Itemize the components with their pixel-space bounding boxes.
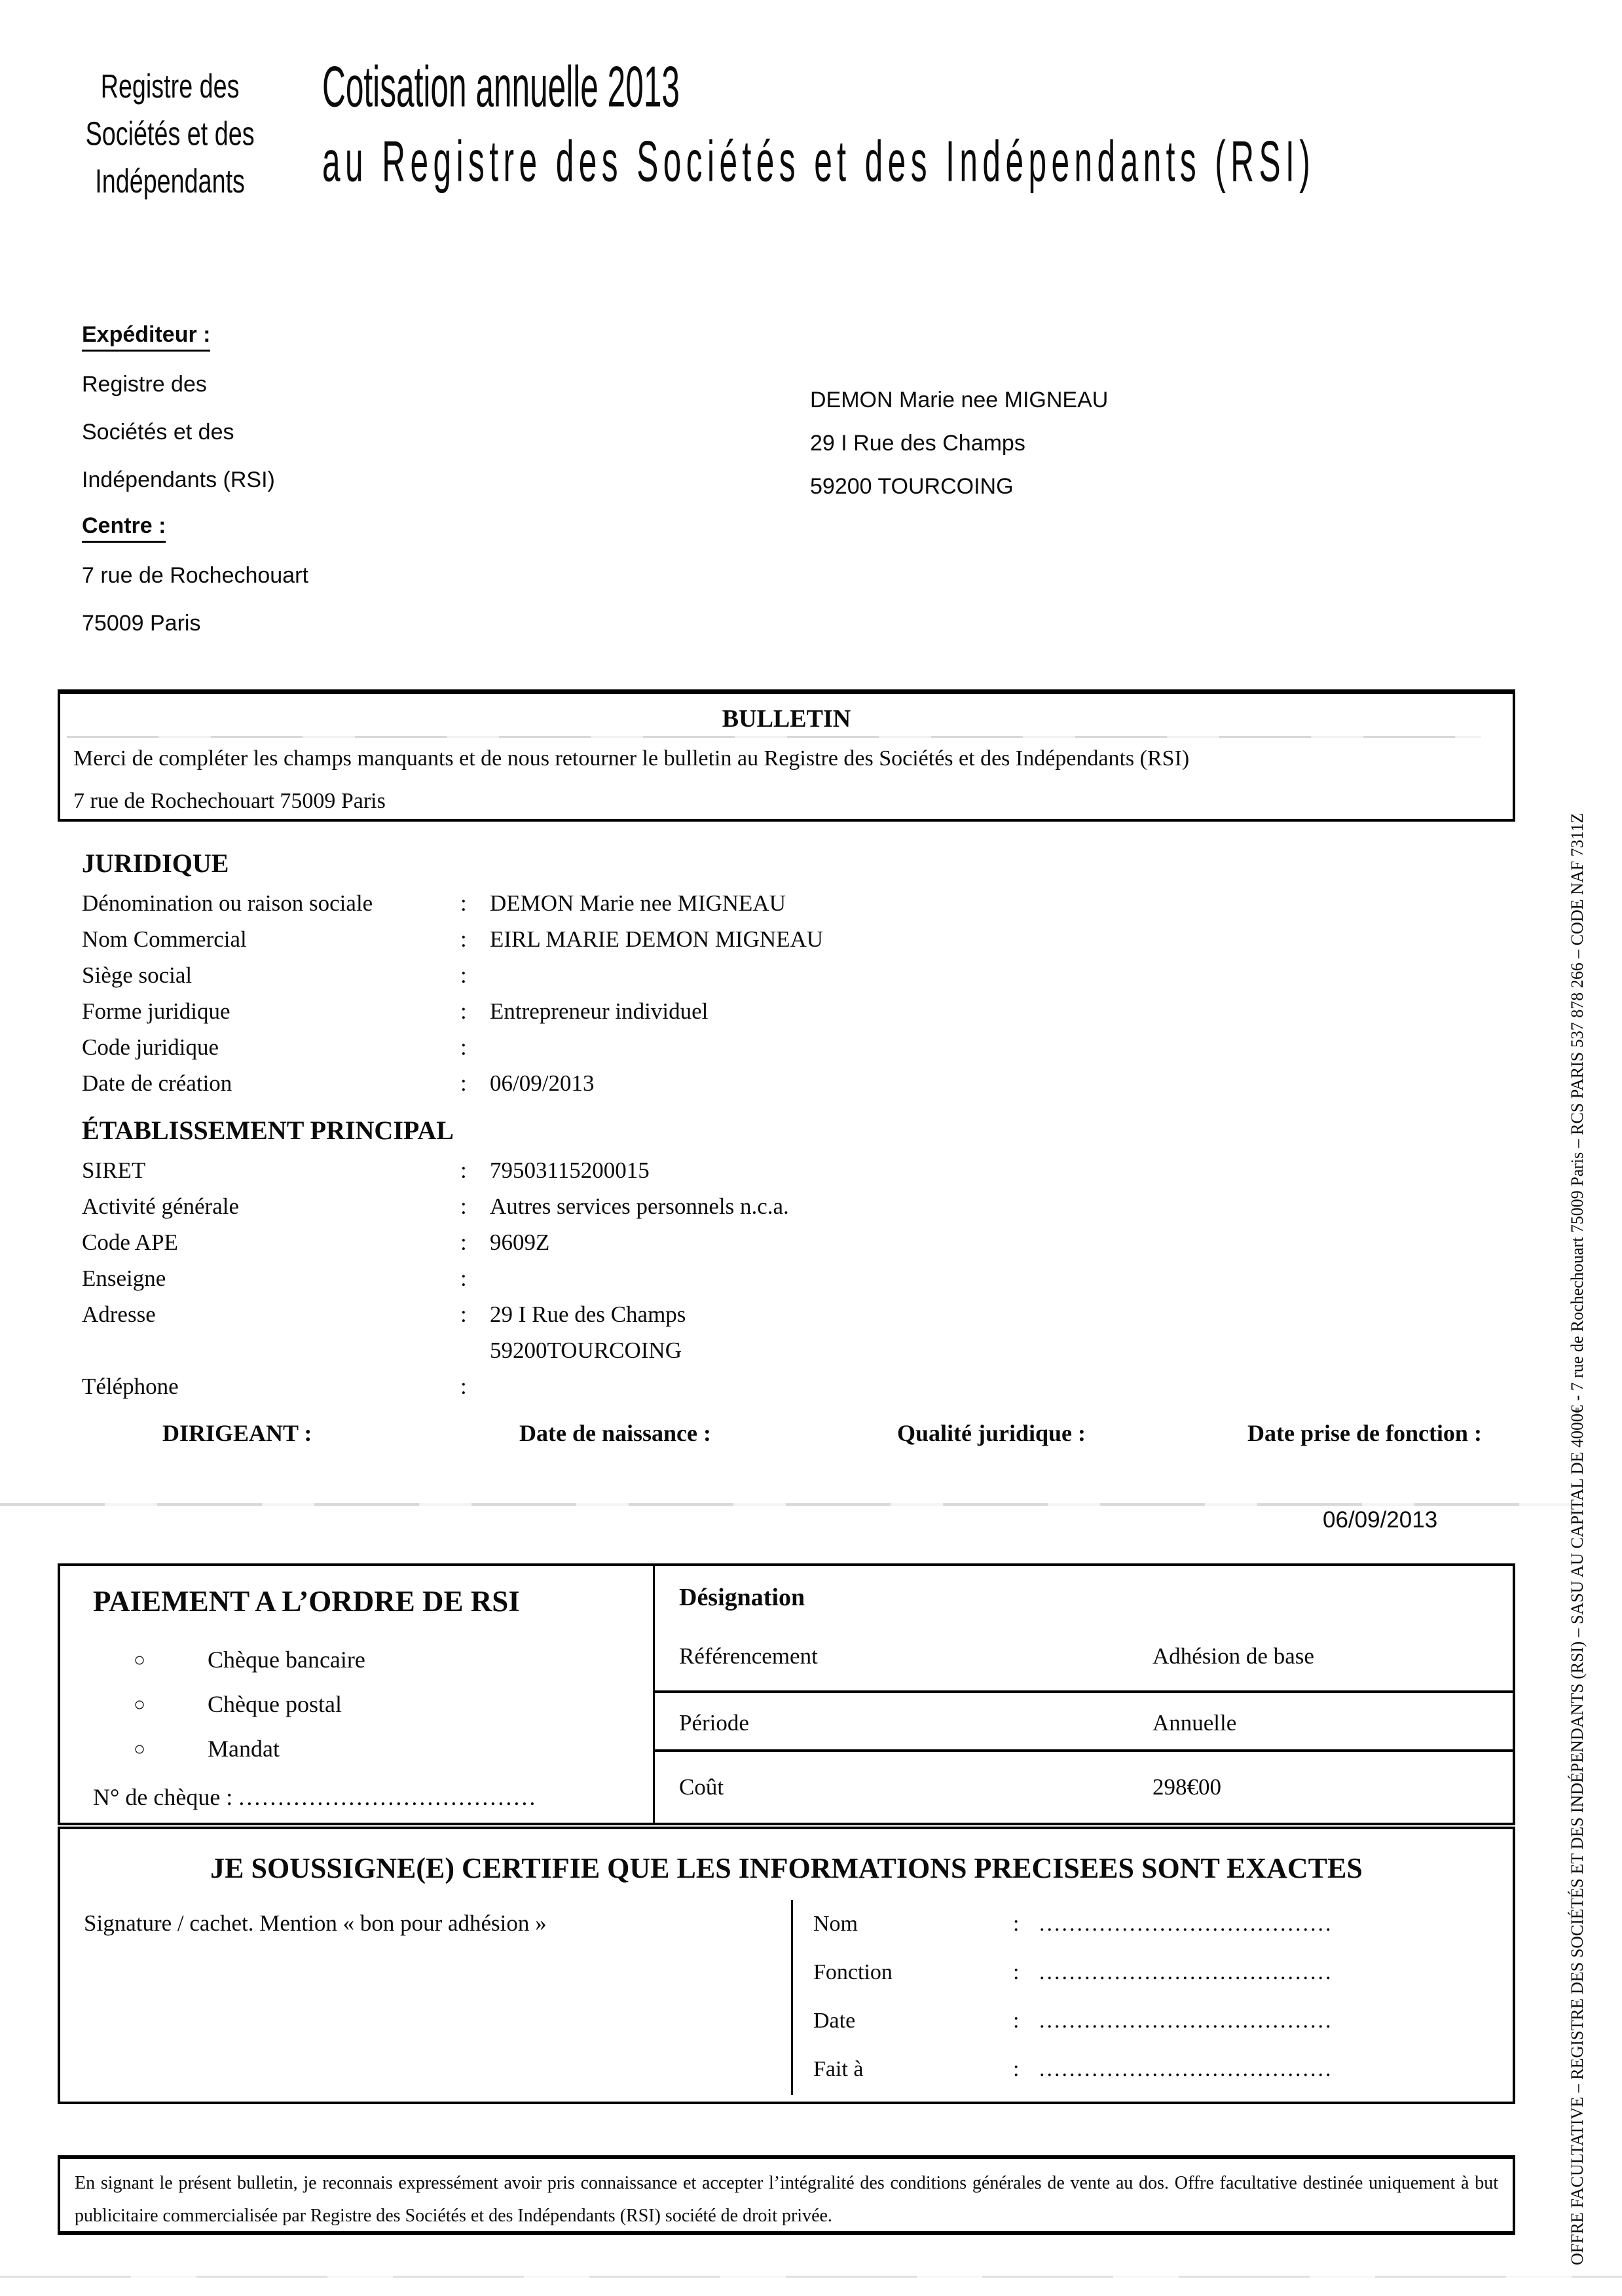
designation-row-label: Coût xyxy=(679,1774,724,1800)
centre-label: Centre : xyxy=(82,513,166,543)
sender-org-line: Indépendants (RSI) xyxy=(82,467,275,492)
section-title-juridique: JURIDIQUE xyxy=(82,848,229,878)
dirigeant-label: DIRIGEANT : xyxy=(162,1420,312,1446)
field-label: Siège social xyxy=(82,962,193,988)
certification-field-row xyxy=(813,2009,1333,2033)
bulletin-address: 7 rue de Rochechouart 75009 Paris xyxy=(73,789,386,813)
payment-option-label: Chèque postal xyxy=(208,1691,342,1717)
field-label: Téléphone xyxy=(82,1373,179,1399)
field-label: Dénomination ou raison sociale xyxy=(82,890,373,916)
payment-option-cheque-bancaire xyxy=(134,1646,365,1673)
date-naissance-label: Date de naissance : xyxy=(519,1420,711,1446)
certification-field-row xyxy=(813,1960,1333,1985)
cheque-number-dotted-blank: ...................................... xyxy=(238,1784,538,1810)
field-row xyxy=(82,1188,789,1224)
field-row xyxy=(82,1029,823,1065)
designation-row-value: 298€00 xyxy=(1152,1774,1221,1800)
bulletin-title: BULLETIN xyxy=(722,705,851,733)
payment-option-label: Mandat xyxy=(208,1736,280,1762)
sender-org-line: Registre des xyxy=(82,372,207,397)
dotted-blank: ....................................... xyxy=(1039,1912,1333,1936)
field-value: 06/09/2013 xyxy=(490,1070,595,1096)
radio-circle-icon: ○ xyxy=(134,1649,146,1671)
dotted-blank: ....................................... xyxy=(1039,2009,1333,2033)
field-label: Activité générale xyxy=(82,1193,240,1219)
field-colon: : xyxy=(460,1373,467,1399)
payment-option-label: Chèque bancaire xyxy=(208,1647,365,1673)
field-colon: : xyxy=(460,1265,467,1291)
payment-option-mandat xyxy=(134,1735,280,1762)
certification-field-label: Fait à xyxy=(813,2057,864,2081)
certification-title: JE SOUSSIGNE(E) CERTIFIE QUE LES INFORMATIONS PRECISEES SONT EXACTES xyxy=(210,1852,1363,1884)
designation-row-value: Annuelle xyxy=(1152,1710,1237,1736)
field-label: Enseigne xyxy=(82,1265,166,1291)
field-colon: : xyxy=(1013,1912,1020,1936)
scan-smudge-line xyxy=(0,1503,1578,1506)
field-value: DEMON Marie nee MIGNEAU xyxy=(490,890,786,916)
field-colon: : xyxy=(460,1229,467,1255)
field-colon: : xyxy=(460,926,467,952)
dotted-blank: ....................................... xyxy=(1039,1960,1333,1984)
field-value: Entrepreneur individuel xyxy=(490,998,709,1024)
rsi-logo xyxy=(73,62,267,205)
sender-label: Expéditeur : xyxy=(82,322,210,352)
field-colon: : xyxy=(460,1157,467,1183)
designation-header: Désignation xyxy=(679,1584,805,1611)
logo-line: Registre des xyxy=(100,67,240,105)
scan-smudge-line xyxy=(67,736,1481,738)
designation-row-value: Adhésion de base xyxy=(1152,1643,1314,1669)
field-colon: : xyxy=(460,890,467,916)
legal-notice-text: En signant le présent bulletin, je reconnais expressément avoir pris connaissance et accepter l’intégralité des conditions générales de vente au dos. Offre facultative destinée uniquement à but publicitaire commercialisée par Registre des Sociétés et des Indépendants (RSI) société de droit privée. xyxy=(75,2173,1498,2226)
bulletin-instruction: Merci de compléter les champs manquants et de nous retourner le bulletin au Registre des Sociétés et des Indépendants (RSI) xyxy=(73,746,1190,771)
table-row-divider xyxy=(653,1690,1513,1693)
field-row xyxy=(82,957,823,993)
radio-circle-icon: ○ xyxy=(134,1738,146,1760)
cheque-number-line xyxy=(93,1783,537,1811)
sender-block xyxy=(82,313,308,647)
certification-field-label: Nom xyxy=(813,1912,858,1936)
field-colon: : xyxy=(460,1301,467,1327)
payment-title: PAIEMENT A L’ORDRE DE RSI xyxy=(93,1585,520,1618)
payment-designation-table xyxy=(58,1563,1515,1825)
field-value-line2: 59200TOURCOING xyxy=(490,1337,682,1363)
field-value: 29 I Rue des Champs xyxy=(490,1301,686,1327)
field-label: SIRET xyxy=(82,1157,146,1183)
certification-field-row xyxy=(813,1912,1333,1937)
field-colon: : xyxy=(1013,1960,1020,1984)
section-title-etablissement: ÉTABLISSEMENT PRINCIPAL xyxy=(82,1116,454,1145)
field-row xyxy=(82,993,823,1029)
certification-field-label: Fonction xyxy=(813,1960,893,1984)
payment-option-cheque-postal xyxy=(134,1690,342,1718)
field-colon: : xyxy=(460,1070,467,1096)
field-row xyxy=(82,921,823,957)
field-label: Code APE xyxy=(82,1229,178,1255)
logo-line: Sociétés et des xyxy=(85,115,255,153)
designation-row-label: Référencement xyxy=(679,1643,818,1669)
recipient-city: 59200 TOURCOING xyxy=(810,473,1014,499)
vertical-imprint-text: OFFRE FACULTATIVE – REGISTRE DES SOCIÉTÉS ET DES INDÉPENDANTS (RSI) – SASU AU CAPITAL DE 4000€ - 7 rue de Rochechouart 75009 Paris – RCS PARIS 537 878 266 – CODE NAF 7311Z xyxy=(1568,812,1587,2265)
table-row-divider xyxy=(653,1749,1513,1752)
certification-box xyxy=(58,1827,1515,2104)
field-row xyxy=(82,1152,789,1188)
recipient-block xyxy=(810,378,1108,508)
signature-note: Signature / cachet. Mention « bon pour adhésion » xyxy=(84,1910,547,1936)
field-label: Nom Commercial xyxy=(82,926,247,952)
field-row xyxy=(82,1296,789,1332)
bulletin-box xyxy=(58,689,1515,822)
date-prise-fonction-value: 06/09/2013 xyxy=(1323,1507,1438,1533)
date-prise-fonction-label: Date prise de fonction : xyxy=(1247,1420,1482,1446)
field-row xyxy=(82,1260,789,1296)
dotted-blank: ....................................... xyxy=(1039,2057,1333,2081)
field-colon: : xyxy=(1013,2009,1020,2033)
field-label: Code juridique xyxy=(82,1034,219,1060)
sender-org-line: Sociétés et des xyxy=(82,420,234,445)
field-row xyxy=(82,1224,789,1260)
field-label: Adresse xyxy=(82,1301,156,1327)
field-label: Date de création xyxy=(82,1070,232,1096)
cheque-number-label: N° de chèque : xyxy=(93,1784,233,1810)
certification-vertical-divider xyxy=(791,1900,793,2095)
juridique-fields xyxy=(82,885,823,1101)
sender-address-line: 75009 Paris xyxy=(82,611,201,636)
table-vertical-divider xyxy=(653,1566,655,1823)
etablissement-fields xyxy=(82,1152,789,1404)
recipient-name: DEMON Marie nee MIGNEAU xyxy=(810,387,1109,412)
sender-address-line: 7 rue de Rochechouart xyxy=(82,563,308,588)
legal-notice-box xyxy=(58,2155,1515,2235)
field-row xyxy=(82,885,823,921)
field-colon: : xyxy=(460,962,467,988)
field-value: 79503115200015 xyxy=(490,1157,650,1183)
field-row-continuation xyxy=(82,1332,789,1368)
field-colon: : xyxy=(460,998,467,1024)
field-colon: : xyxy=(460,1034,467,1060)
scan-smudge-line xyxy=(0,2276,1622,2278)
field-value: EIRL MARIE DEMON MIGNEAU xyxy=(490,926,824,952)
certification-field-row xyxy=(813,2057,1333,2082)
field-value: 9609Z xyxy=(490,1229,550,1255)
recipient-street: 29 I Rue des Champs xyxy=(810,430,1025,456)
designation-row-label: Période xyxy=(679,1710,749,1736)
document-title-line2: au Registre des Sociétés et des Indépendants (RSI) xyxy=(322,129,1316,193)
field-colon: : xyxy=(460,1193,467,1219)
certification-field-label: Date xyxy=(813,2009,856,2033)
qualite-juridique-label: Qualité juridique : xyxy=(897,1420,1086,1446)
radio-circle-icon: ○ xyxy=(134,1694,146,1715)
field-colon: : xyxy=(1013,2057,1020,2081)
field-row xyxy=(82,1368,789,1404)
field-row xyxy=(82,1065,823,1101)
logo-line: Indépendants xyxy=(95,162,245,200)
field-value: Autres services personnels n.c.a. xyxy=(490,1193,789,1219)
field-label: Forme juridique xyxy=(82,998,230,1024)
document-title-line1: Cotisation annuelle 2013 xyxy=(322,54,680,118)
